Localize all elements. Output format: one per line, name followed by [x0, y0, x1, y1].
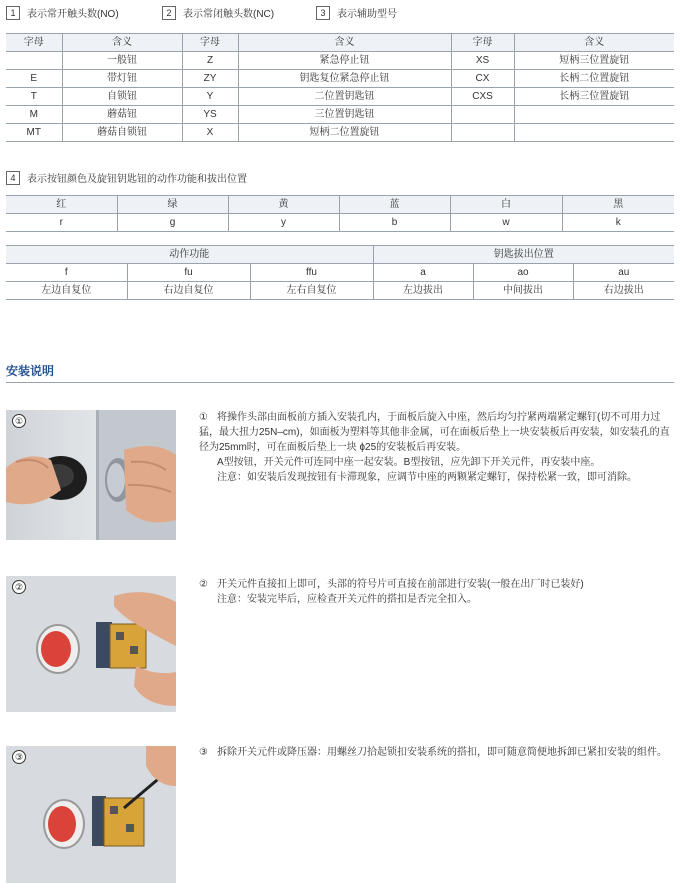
function-code-cell: a [373, 264, 473, 282]
step-line: 拆除开关元件或降压器：用螺丝刀拾起锁扣安装系统的搭扣，即可随意简便地拆卸已紧扣安装的组件。 [217, 747, 667, 758]
color-code-cell: g [117, 214, 228, 232]
function-code-cell: ffu [250, 264, 373, 282]
table-row [6, 106, 674, 124]
function-header-row [6, 246, 674, 264]
step-line: 将操作头部由面板前方插入安装孔内，于面板后旋入中座，然后均匀拧紧两端紧定螺钉(切不可用力过猛，最大扭力25N–cm)，如面板为塑料等其他非金属，可在面板后垫上一块安装板后再安装，如安装孔的直径为25mm时，可在面板后垫上一块 ɸ25的安装板后再安装。 [199, 412, 670, 453]
legend-number-box: 4 [6, 171, 20, 185]
install-photo-1-illustration [6, 410, 176, 540]
color-name-row [6, 196, 674, 214]
table-cell: 紧急停止钮 [238, 52, 451, 70]
table-cell: CX [451, 70, 514, 88]
table-cell: M [6, 106, 62, 124]
color-name-cell: 白 [450, 196, 562, 214]
table-cell: 蘑菇钮 [62, 106, 182, 124]
table-header-row [6, 34, 674, 52]
table-cell: T [6, 88, 62, 106]
function-meaning-row [6, 282, 674, 300]
photo-step-number: ② [12, 580, 26, 594]
table-cell: 自锁钮 [62, 88, 182, 106]
color-name-cell: 黄 [228, 196, 339, 214]
function-meaning-cell: 右边自复位 [127, 282, 250, 300]
table-cell: MT [6, 124, 62, 142]
table-row [6, 70, 674, 88]
table-cell: 蘑菇自锁钮 [62, 124, 182, 142]
table-cell: 带灯钮 [62, 70, 182, 88]
legend-no [6, 5, 119, 20]
header-cell: 含义 [62, 34, 182, 52]
table-row [6, 124, 674, 142]
color-code-cell: r [6, 214, 117, 232]
table-cell [514, 106, 674, 124]
color-name-cell: 红 [6, 196, 117, 214]
install-step-1-text [199, 410, 677, 485]
step-marker: ① [199, 412, 208, 423]
function-meaning-cell: 右边拔出 [573, 282, 674, 300]
action-function-header: 动作功能 [6, 246, 373, 264]
header-cell: 字母 [451, 34, 514, 52]
key-position-header: 钥匙拔出位置 [373, 246, 674, 264]
photo-step-number: ③ [12, 750, 26, 764]
function-meaning-cell: 左右自复位 [250, 282, 373, 300]
table-cell [514, 124, 674, 142]
install-step-2-text [199, 577, 677, 607]
legend-text: 表示辅助型号 [337, 9, 397, 20]
install-photo-3 [6, 746, 176, 883]
function-meaning-cell: 左边自复位 [6, 282, 127, 300]
table-cell: ZY [182, 70, 238, 88]
table-cell: XS [451, 52, 514, 70]
table-cell [451, 106, 514, 124]
install-photo-3-illustration [6, 746, 176, 883]
legend-color-function [6, 170, 247, 185]
color-code-row [6, 214, 674, 232]
step-line: 开关元件直接扣上即可，头部的符号片可直接在前部进行安装(一般在出厂时已装好) [217, 579, 584, 590]
table-cell: X [182, 124, 238, 142]
color-code-cell: y [228, 214, 339, 232]
install-photo-2-illustration [6, 576, 176, 712]
header-cell: 字母 [182, 34, 238, 52]
function-code-cell: ao [473, 264, 573, 282]
legend-text: 表示常闭触头数(NC) [183, 9, 275, 20]
color-table [6, 195, 674, 232]
header-cell: 字母 [6, 34, 62, 52]
photo-step-number: ① [12, 414, 26, 428]
function-meaning-cell: 中间拔出 [473, 282, 573, 300]
table-cell: 长柄二位置旋钮 [514, 70, 674, 88]
legend-number-box: 1 [6, 6, 20, 20]
header-cell: 含义 [514, 34, 674, 52]
install-photo-2 [6, 576, 176, 712]
color-name-cell: 绿 [117, 196, 228, 214]
install-step-3-text [199, 745, 677, 760]
step-paragraph [199, 577, 677, 592]
step-line: 注意：如安装后发现按钮有卡滞现象，应调节中座的两颗紧定螺钉，保持松紧一致，即可消除。 [217, 472, 637, 483]
step-marker: ② [199, 579, 208, 590]
function-code-row [6, 264, 674, 282]
table-cell: CXS [451, 88, 514, 106]
install-section-title: 安装说明 [6, 364, 55, 378]
color-code-cell: b [339, 214, 450, 232]
table-cell: 短柄三位置旋钮 [514, 52, 674, 70]
step-line: A型按钮，开关元件可连同中座一起安装。B型按钮，应先卸下开关元件，再安装中座。 [217, 457, 601, 468]
table-cell: Y [182, 88, 238, 106]
table-cell: 钥匙复位紧急停止钮 [238, 70, 451, 88]
code-table [6, 33, 674, 142]
install-photo-1 [6, 410, 176, 540]
color-code-cell: k [562, 214, 674, 232]
table-cell: 一般钮 [62, 52, 182, 70]
table-cell [451, 124, 514, 142]
table-row [6, 88, 674, 106]
table-cell: 二位置钥匙钮 [238, 88, 451, 106]
function-code-cell: au [573, 264, 674, 282]
legend-number-box: 3 [316, 6, 330, 20]
step-paragraph [199, 410, 677, 455]
legend-aux [316, 5, 397, 20]
section-divider [6, 382, 674, 383]
color-name-cell: 黑 [562, 196, 674, 214]
step-line: 注意：安装完毕后，应检查开关元件的搭扣是否完全扣入。 [217, 594, 477, 605]
table-cell: 长柄三位置旋钮 [514, 88, 674, 106]
color-code-cell: w [450, 214, 562, 232]
table-cell [6, 52, 62, 70]
table-row [6, 52, 674, 70]
legend-number-box: 2 [162, 6, 176, 20]
table-cell: E [6, 70, 62, 88]
legend-text: 表示按钮颜色及旋钮钥匙钮的动作功能和拔出位置 [27, 174, 247, 185]
step-paragraph [199, 745, 677, 760]
legend-text: 表示常开触头数(NO) [27, 9, 119, 20]
function-table [6, 245, 674, 300]
table-cell: 三位置钥匙钮 [238, 106, 451, 124]
function-code-cell: f [6, 264, 127, 282]
step-marker: ③ [199, 747, 208, 758]
function-meaning-cell: 左边拔出 [373, 282, 473, 300]
header-cell: 含义 [238, 34, 451, 52]
table-cell: Z [182, 52, 238, 70]
legend-nc [162, 5, 274, 20]
table-cell: YS [182, 106, 238, 124]
color-name-cell: 蓝 [339, 196, 450, 214]
table-cell: 短柄二位置旋钮 [238, 124, 451, 142]
function-code-cell: fu [127, 264, 250, 282]
